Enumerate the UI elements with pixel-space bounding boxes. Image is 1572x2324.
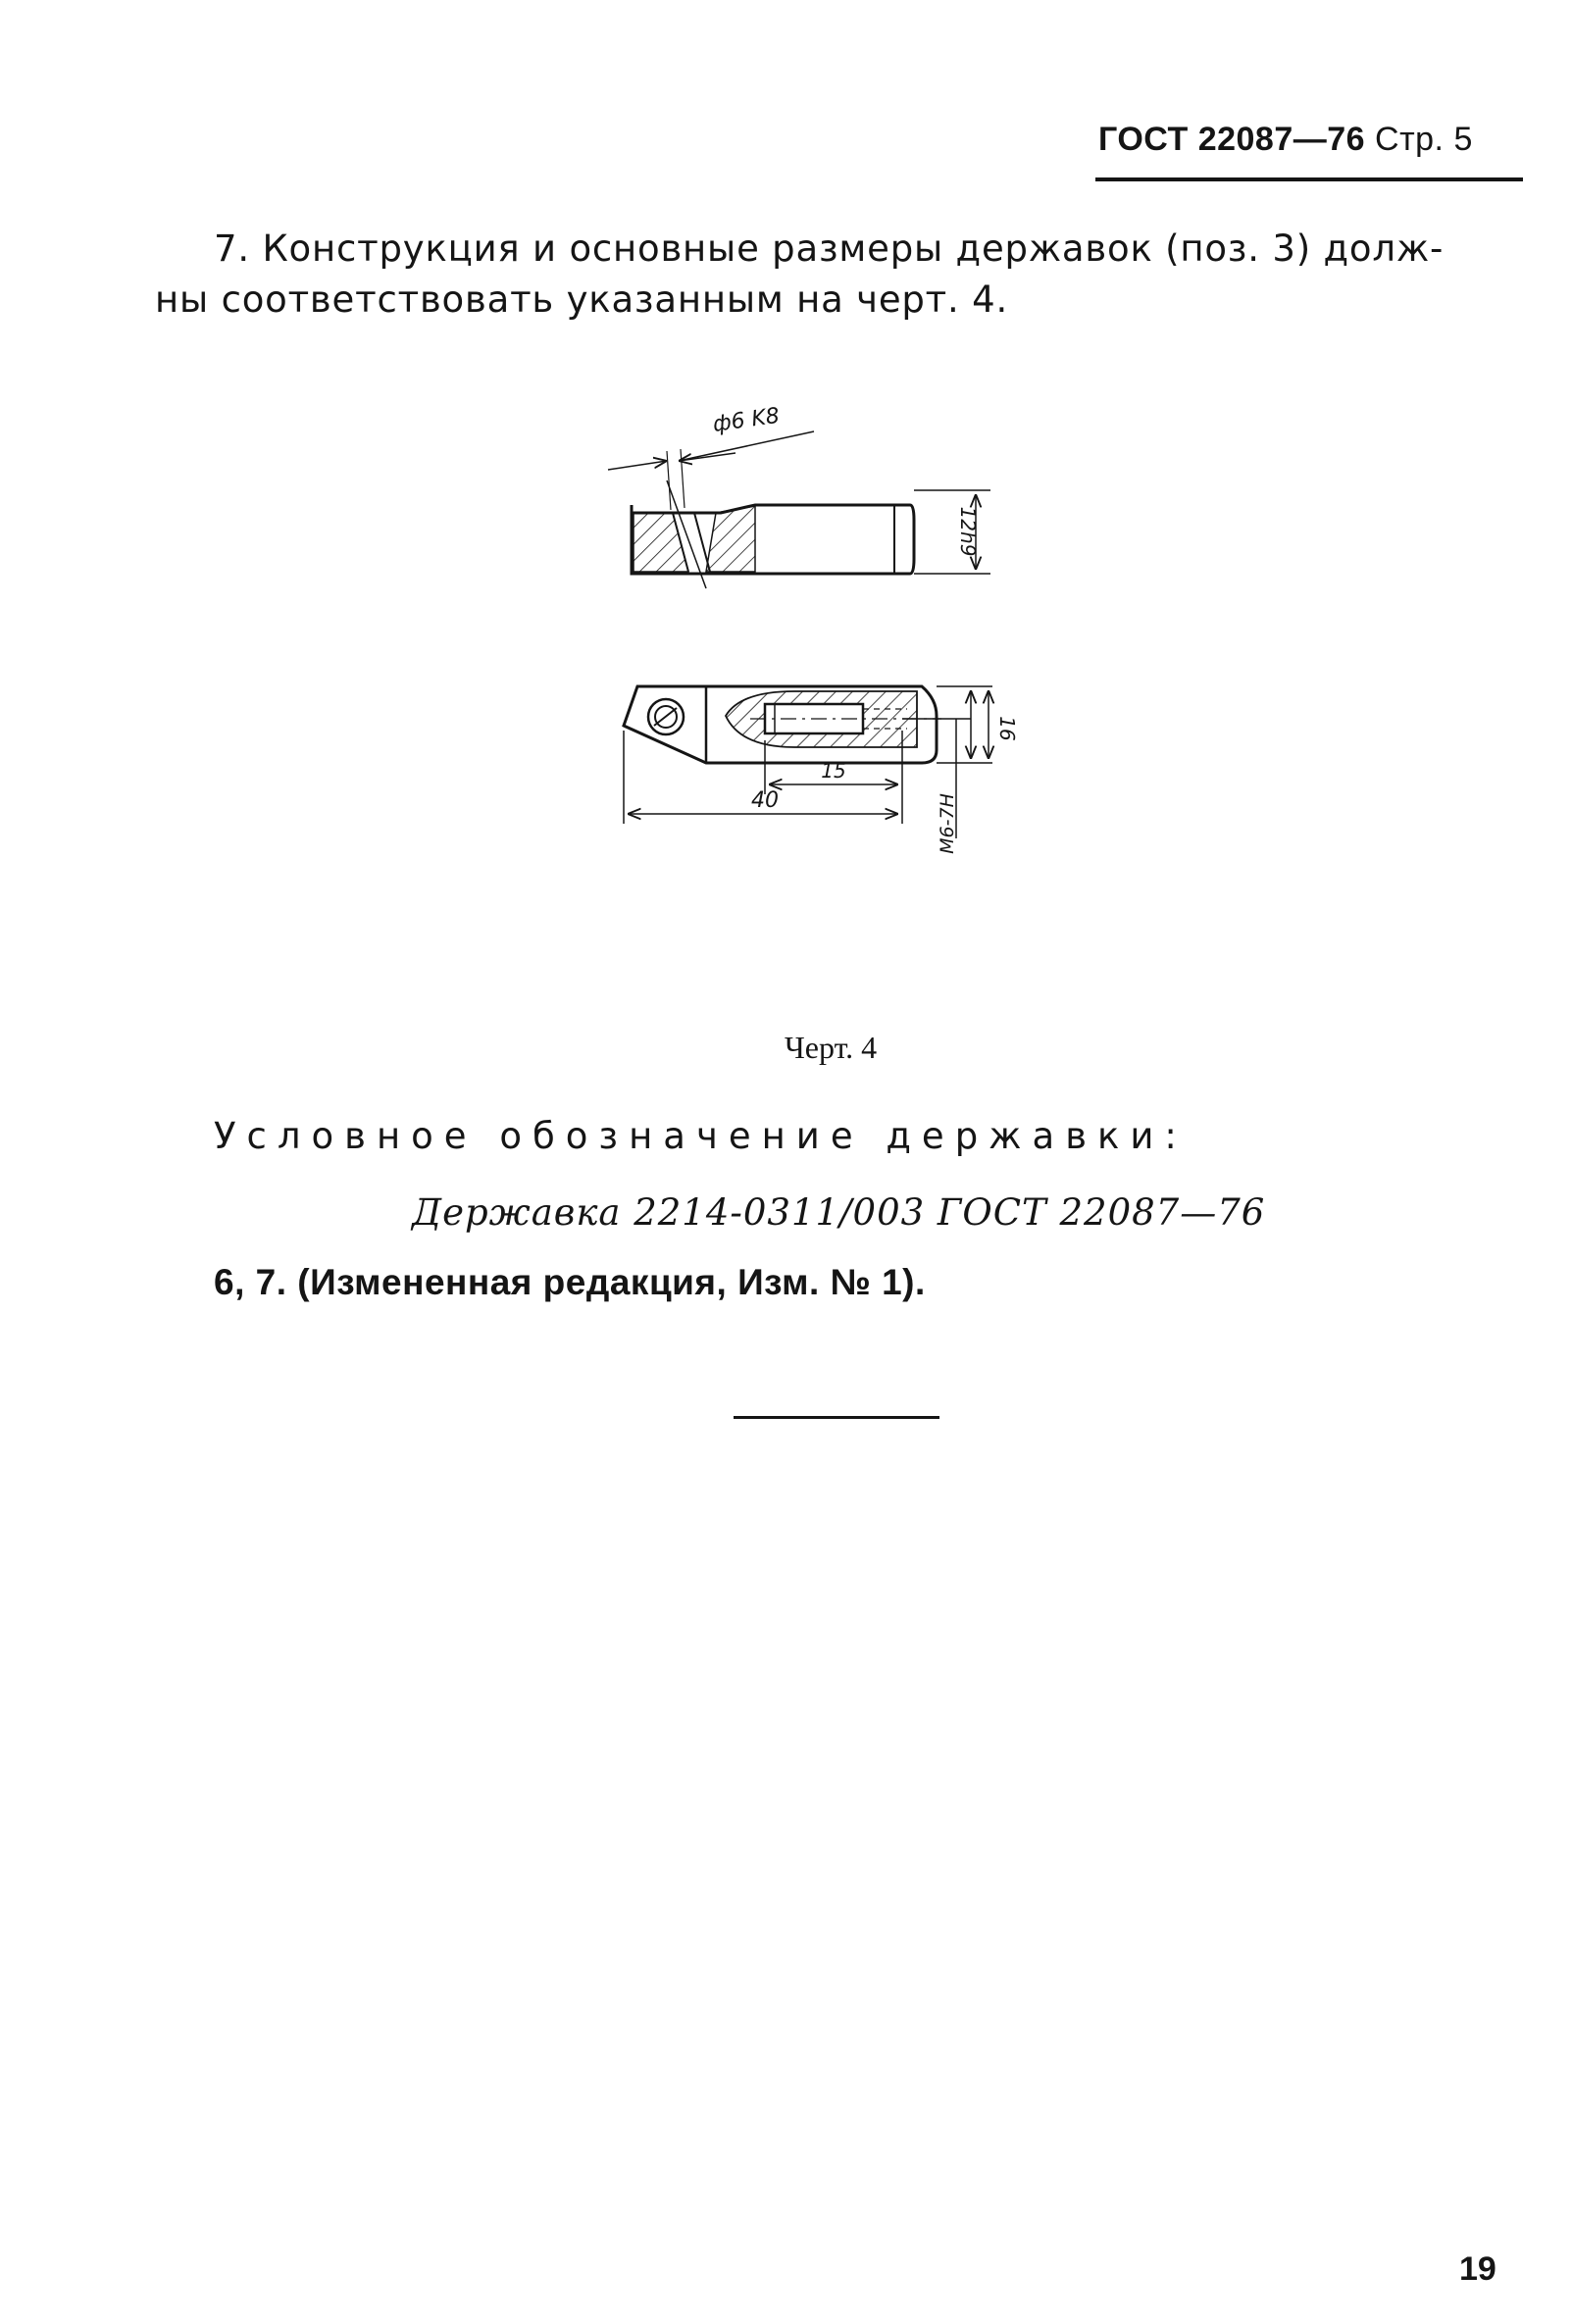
dim-width-label: 16 <box>995 716 1019 741</box>
page-number: 19 <box>1459 2250 1496 2288</box>
paragraph-line-1: 7. Конструкция и основные размеры державок (поз. 3) долж- <box>214 227 1445 270</box>
dim-length-label: 40 <box>751 788 779 813</box>
header-rule <box>1095 177 1523 181</box>
dim-hole-label: ф6 K8 <box>711 403 782 437</box>
standard-number: ГОСТ 22087—76 <box>1098 121 1366 158</box>
dim-thread-label: M6-7H <box>937 793 958 854</box>
drawing-side-view <box>608 431 990 588</box>
page-header <box>1098 121 1473 159</box>
end-rule <box>734 1416 939 1419</box>
amendment-note: 6, 7. (Измененная редакция, Изм. № 1). <box>214 1262 926 1302</box>
paragraph-line-2: ны соответствовать указанным на черт. 4. <box>155 278 1009 321</box>
designation-label: Условное обозначение державки: <box>214 1115 1188 1157</box>
page-label: Стр. 5 <box>1375 121 1473 158</box>
dim-thread-depth-label: 15 <box>821 759 846 783</box>
technical-drawing <box>569 392 1079 981</box>
designation-example: Державка 2214-0311/003 ГОСТ 22087—76 <box>412 1191 1266 1234</box>
dim-height-label: 12h9 <box>956 506 980 557</box>
figure-caption: Черт. 4 <box>785 1030 878 1065</box>
